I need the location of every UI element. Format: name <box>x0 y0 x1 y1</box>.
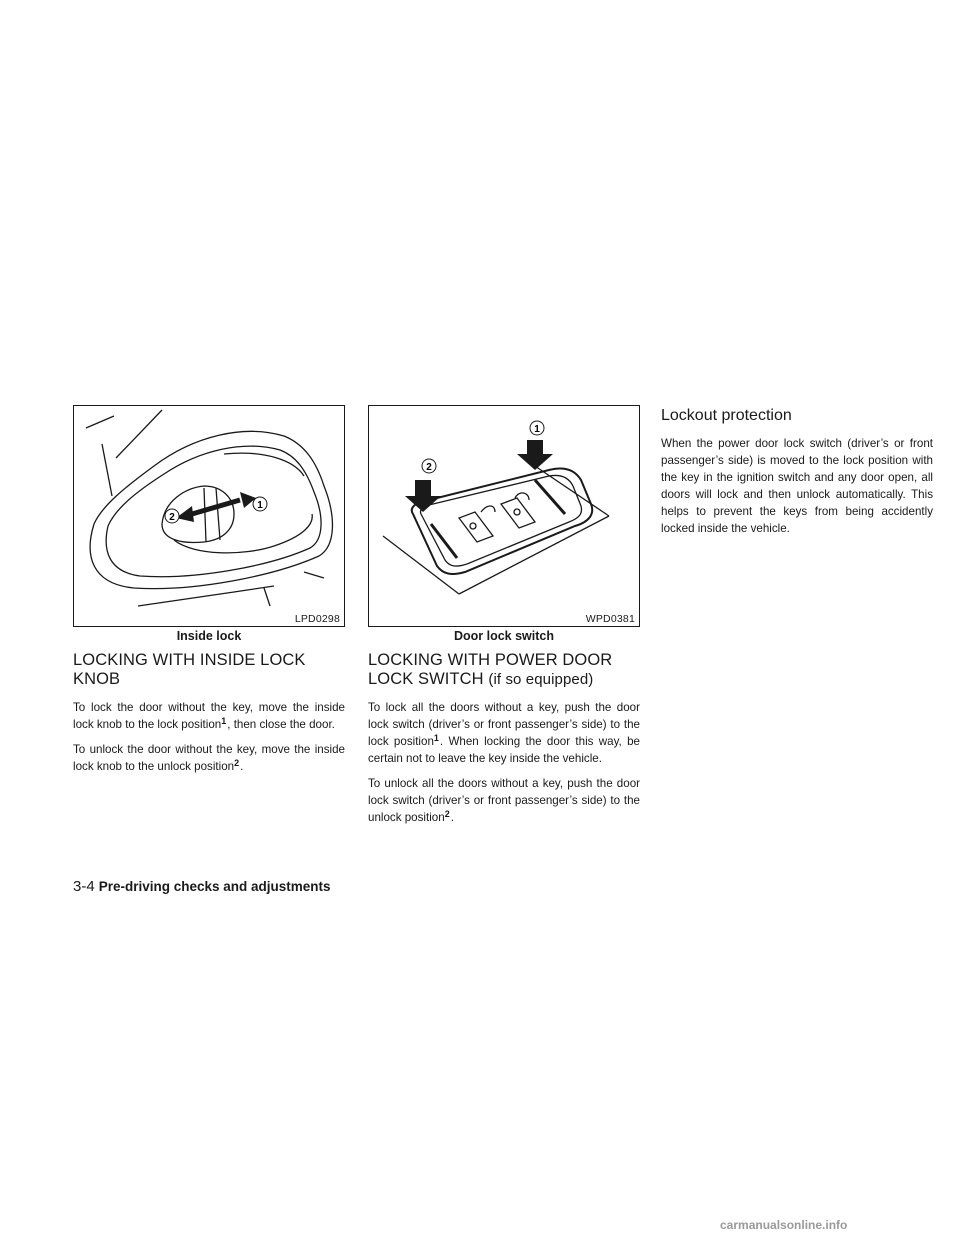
section-heading: Lockout protection <box>661 407 792 424</box>
text: To lock the door without the key, move the inside lock knob to the lock position <box>73 701 345 731</box>
inside-lock-callout-1: 1 <box>257 500 263 511</box>
paragraph <box>368 699 640 767</box>
page-footer <box>73 878 331 895</box>
figure-code: WPD0381 <box>585 613 635 625</box>
callout-number: 2 <box>234 758 240 768</box>
column-power-door-lock <box>368 405 640 834</box>
door-lock-switch-illustration <box>369 406 639 626</box>
heading-line-2: LOCK SWITCH <box>368 670 484 688</box>
figure-caption: Inside lock <box>176 629 242 643</box>
paragraph: When the power door lock switch (driver’s or front passenger’s side) is moved to the lock position with the key in the ignition switch and any door open, all doors will lock and then unlock automatically. This helps to prevent the keys from being accidently locked inside the vehicle. <box>661 437 933 535</box>
inside-lock-illustration <box>74 406 344 626</box>
figure-caption: Door lock switch <box>453 629 555 643</box>
text: . When locking the door this way, be certain not to leave the key inside the vehicle. <box>368 735 640 765</box>
door-switch-callout-2: 2 <box>426 462 432 473</box>
heading-line-2: KNOB <box>73 670 121 688</box>
column-lockout-protection <box>661 405 933 545</box>
heading-line-1: LOCKING WITH INSIDE LOCK <box>73 651 306 669</box>
inside-lock-figure <box>73 405 345 627</box>
inside-lock-callout-2: 2 <box>169 512 175 523</box>
section-heading <box>368 651 640 689</box>
door-switch-callout-1: 1 <box>534 424 540 435</box>
section-title: Pre-driving checks and adjustments <box>98 879 331 894</box>
column-inside-lock <box>73 405 345 783</box>
text: To lock all the doors without a key, push the door lock switch (driver’s or front passenger’s side) to the lock position <box>368 701 640 748</box>
text: To unlock all the doors without a key, push the door lock switch (driver’s or front passenger’s side) to the unlock position <box>368 777 640 824</box>
figure-code: LPD0298 <box>294 613 340 625</box>
heading-suffix: (if so equipped) <box>488 671 594 688</box>
paragraph <box>73 699 345 733</box>
door-lock-switch-figure <box>368 405 640 627</box>
paragraph <box>73 741 345 775</box>
callout-number: 1 <box>221 716 227 726</box>
callout-number: 1 <box>433 733 439 743</box>
text: To unlock the door without the key, move the inside lock knob to the unlock position <box>73 743 345 773</box>
page-number: 3-4 <box>73 878 95 895</box>
text: , then close the door. <box>227 718 335 731</box>
heading-line-1: LOCKING WITH POWER DOOR <box>368 651 613 669</box>
watermark: carmanualsonline.info <box>720 1218 848 1232</box>
text: . <box>450 811 454 824</box>
text: . <box>240 760 244 773</box>
section-heading <box>73 651 345 689</box>
callout-number: 2 <box>444 809 450 819</box>
paragraph <box>368 775 640 826</box>
